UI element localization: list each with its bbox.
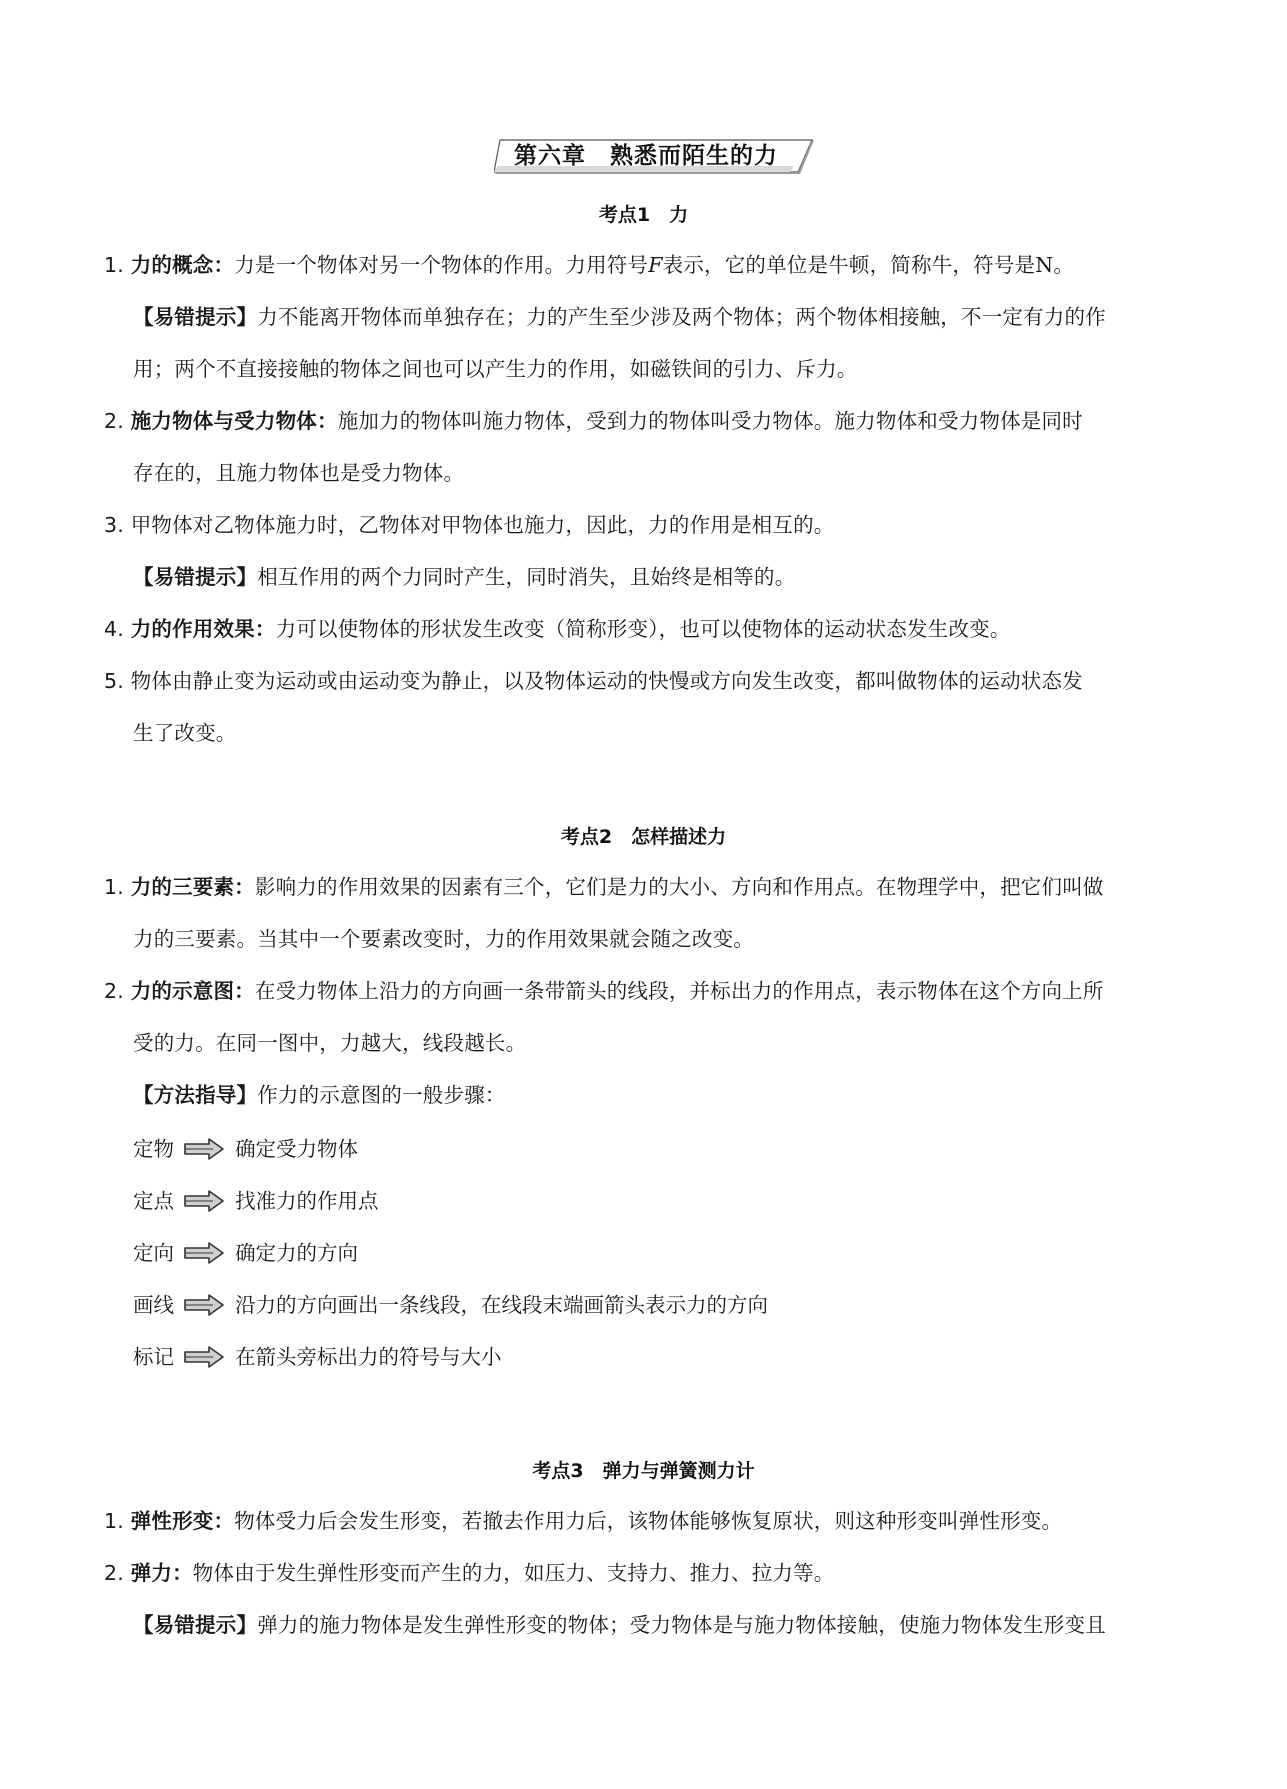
double-outline-right-arrow-icon <box>183 1346 225 1368</box>
double-outline-right-arrow-icon <box>183 1294 225 1316</box>
item-number: 1. <box>104 1509 124 1533</box>
s1-item-2 <box>104 406 1083 436</box>
item-text: 影响力的作用效果的因素有三个，它们是力的大小、方向和作用点。在物理学中，把它们叫做 <box>254 875 1104 899</box>
step-label: 定物 <box>133 1136 174 1161</box>
item-number: 1. <box>104 253 124 277</box>
item-number: 3. <box>104 513 124 537</box>
tip-text: 作力的示意图的一般步骤： <box>257 1083 506 1107</box>
item-number: 4. <box>104 617 124 641</box>
s1-tip-1-line-2: 用；两个不直接接触的物体之间也可以产生力的作用，如磁铁间的引力、斥力。 <box>133 357 858 381</box>
s2-method-tip <box>133 1080 506 1110</box>
step-row <box>133 1184 379 1214</box>
step-text: 确定受力物体 <box>235 1136 359 1161</box>
step-text: 沿力的方向画出一条线段，在线段末端画箭头表示力的方向 <box>235 1292 769 1317</box>
double-outline-right-arrow-icon <box>183 1190 225 1212</box>
s1-item-1 <box>104 250 1074 280</box>
tip-text: 相互作用的两个力同时产生，同时消失，且始终是相等的。 <box>257 565 796 589</box>
section-heading-3: 考点3 弹力与弹簧测力计 <box>532 1460 755 1482</box>
item-number: 2. <box>104 1561 124 1585</box>
step-label: 画线 <box>133 1292 174 1317</box>
term-label: 力的作用效果： <box>130 617 276 641</box>
s1-item-5-line-2: 生了改变。 <box>133 721 237 745</box>
s1-tip-2 <box>133 562 795 592</box>
term-label: 施力物体与受力物体： <box>130 409 338 433</box>
step-label: 定点 <box>133 1188 174 1213</box>
step-row <box>133 1288 768 1318</box>
item-text: 物体由静止变为运动或由运动变为静止，以及物体运动的快慢或方向发生改变，都叫做物体的运动状态发 <box>130 669 1083 693</box>
term-label: 弹性形变： <box>130 1509 235 1533</box>
step-label: 标记 <box>133 1344 174 1369</box>
tip-label: 【易错提示】 <box>133 565 258 589</box>
step-row <box>133 1132 358 1162</box>
s2-item-2 <box>104 976 1104 1006</box>
item-text: 施加力的物体叫施力物体，受到力的物体叫受力物体。施力物体和受力物体是同时 <box>337 409 1083 433</box>
tip-text: 弹力的施力物体是发生弹性形变的物体；受力物体是与施力物体接触，使施力物体发生形变且 <box>257 1613 1106 1637</box>
s1-item-4 <box>104 614 1011 644</box>
step-text: 找准力的作用点 <box>235 1188 379 1213</box>
step-row <box>133 1340 502 1370</box>
s2-item-1-line-2: 力的三要素。当其中一个要素改变时，力的作用效果就会随之改变。 <box>133 927 754 951</box>
s2-item-2-line-2: 受的力。在同一图中，力越大，线段越长。 <box>133 1031 527 1055</box>
force-symbol: F <box>648 253 663 277</box>
tip-label: 【方法指导】 <box>133 1083 258 1107</box>
double-outline-right-arrow-icon <box>183 1138 225 1160</box>
term-label: 力的三要素： <box>130 875 255 899</box>
chapter-title: 第六章 熟悉而陌生的力 <box>514 143 778 169</box>
step-text: 确定力的方向 <box>235 1240 359 1265</box>
tip-text: 力不能离开物体而单独存在；力的产生至少涉及两个物体；两个物体相接触，不一定有力的作 <box>257 305 1106 329</box>
tip-label: 【易错提示】 <box>133 305 258 329</box>
item-text: 物体由于发生弹性形变而产生的力，如压力、支持力、推力、拉力等。 <box>192 1561 835 1585</box>
section-heading-1: 考点1 力 <box>598 204 689 226</box>
s1-tip-1-line-1 <box>133 302 1106 332</box>
section-heading-2: 考点2 怎样描述力 <box>560 826 727 848</box>
s3-item-2 <box>104 1558 835 1588</box>
item-number: 5. <box>104 669 124 693</box>
term-label: 弹力： <box>130 1561 193 1585</box>
term-label: 力的示意图： <box>130 979 255 1003</box>
tip-label: 【易错提示】 <box>133 1613 258 1637</box>
item-text: 物体受力后会发生形变，若撤去作用力后，该物体能够恢复原状，则这种形变叫弹性形变。 <box>234 1509 1063 1533</box>
item-number: 2. <box>104 409 124 433</box>
s3-tip-1 <box>133 1610 1106 1640</box>
item-text: 力是一个物体对另一个物体的作用。力用符号 <box>234 253 649 277</box>
item-text: 甲物体对乙物体施力时，乙物体对甲物体也施力，因此，力的作用是相互的。 <box>130 513 835 537</box>
item-number: 1. <box>104 875 124 899</box>
item-text: 在受力物体上沿力的方向画一条带箭头的线段，并标出力的作用点，表示物体在这个方向上所 <box>254 979 1104 1003</box>
s1-item-5 <box>104 666 1083 696</box>
item-number: 2. <box>104 979 124 1003</box>
item-text-cont: 表示，它的单位是牛顿，简称牛，符号是N。 <box>662 253 1075 277</box>
double-outline-right-arrow-icon <box>183 1242 225 1264</box>
s2-item-1 <box>104 872 1104 902</box>
s3-item-1 <box>104 1506 1062 1536</box>
step-row <box>133 1236 358 1266</box>
s1-item-2-line-2: 存在的，且施力物体也是受力物体。 <box>133 461 465 485</box>
item-text: 力可以使物体的形状发生改变（简称形变），也可以使物体的运动状态发生改变。 <box>275 617 1011 641</box>
chapter-banner <box>494 138 814 174</box>
term-label: 力的概念： <box>130 253 235 277</box>
step-text: 在箭头旁标出力的符号与大小 <box>235 1344 502 1369</box>
s1-item-3 <box>104 510 835 540</box>
step-label: 定向 <box>133 1240 174 1265</box>
